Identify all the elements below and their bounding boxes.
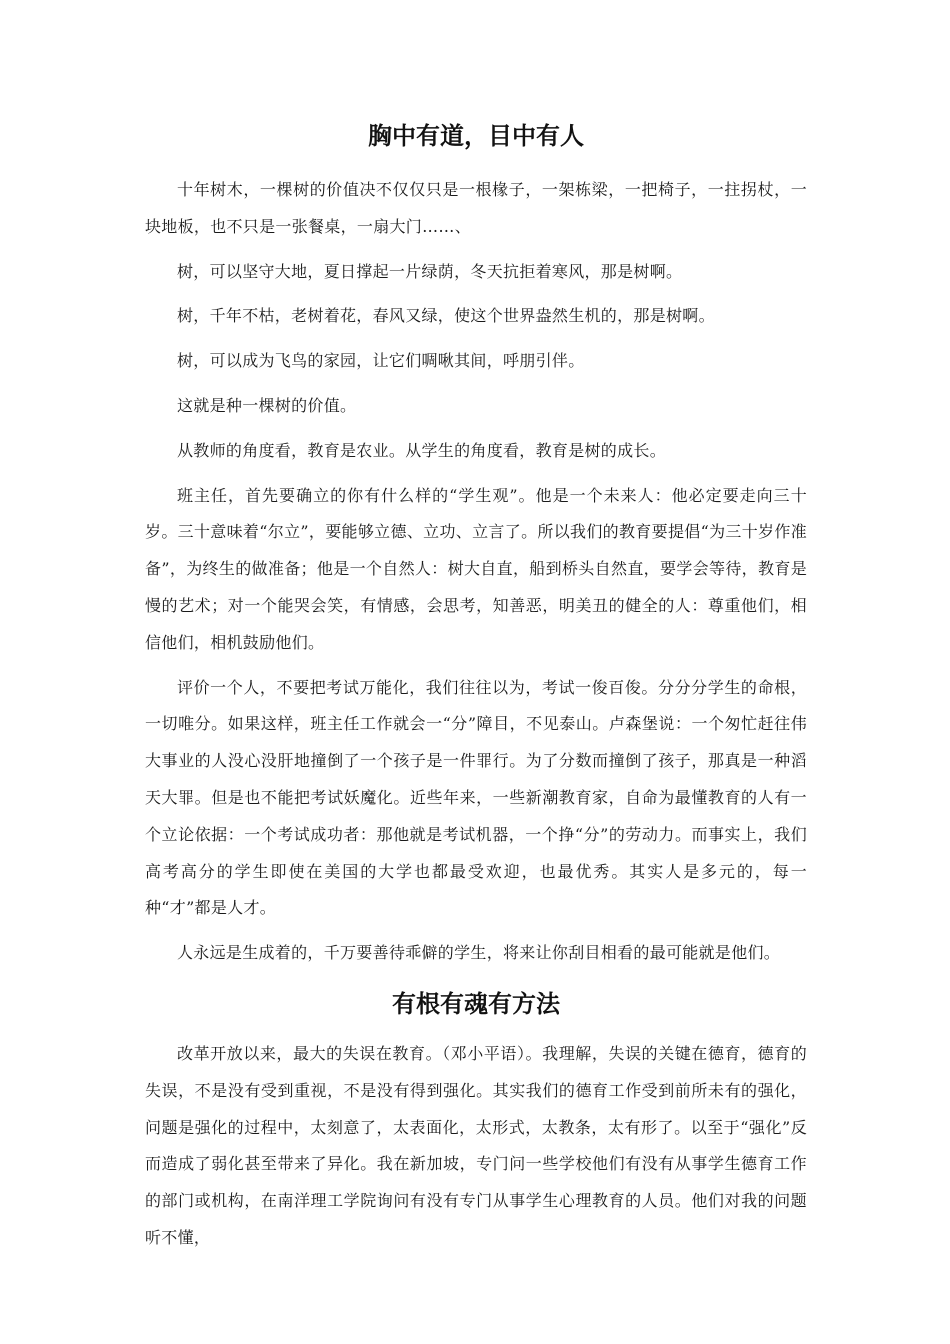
section-title: 有根有魂有方法 <box>392 989 560 1018</box>
section-title: 胸中有道，目中有人 <box>368 122 584 150</box>
paragraph: 十年树木，一棵树的价值决不仅仅只是一根椽子，一架栋梁，一把椅子，一拄拐杖，一块地板，也不只是一张餐桌，一扇大门……、 <box>145 180 807 236</box>
paragraph: 人永远是生成着的，千万要善待乖僻的学生，将来让你刮目相看的最可能就是他们。 <box>177 943 781 963</box>
paragraph: 树，可以成为飞鸟的家园，让它们啁啾其间，呼朋引伴。 <box>177 351 585 371</box>
document-page <box>145 118 807 1265</box>
paragraph: 评价一个人，不要把考试万能化，我们往往以为，考试一俊百俊。分分分学生的命根，一切唯分。如果这样，班主任工作就会一“分”障目，不见泰山。卢森堡说：一个匆忙赶往伟大事业的人没心没肝地撞倒了一个孩子是一件罪行。为了分数而撞倒了孩子，那真是一种滔天大罪。但是也不能把考试妖魔化。近些年来，一些新潮教育家，自命为最懂教育的人有一个立论依据：一个考试成功者：那他就是考试机器，一个挣“分”的劳动力。而事实上，我们高考高分的学生即使在美国的大学也都最受欢迎，也最优秀。其实人是多元的，每一种“才”都是人才。 <box>145 677 807 918</box>
paragraph: 班主任，首先要确立的你有什么样的“学生观”。他是一个未来人：他必定要走向三十岁。三十意味着“尔立”，要能够立德、立功、立言了。所以我们的教育要提倡“为三十岁作准备”，为终生的做准备；他是一个自然人：树大自直，船到桥头自然直，要学会等待，教育是慢的艺术；对一个能哭会笑，有情感，会思考，知善恶，明美丑的健全的人：尊重他们，相信他们，相机鼓励他们。 <box>145 485 807 652</box>
paragraph: 改革开放以来，最大的失误在教育。（邓小平语）。我理解，失误的关键在德育，德育的失误，不是没有受到重视，不是没有得到强化。其实我们的德育工作受到前所未有的强化，问题是强化的过程中，太刻意了，太表面化，太形式，太教条，太有形了。以至于“强化”反而造成了弱化甚至带来了异化。我在新加坡，专门问一些学校他们有没有从事学生德育工作的部门或机构，在南洋理工学院询问有没有专门从事学生心理教育的人员。他们对我的问题听不懂， <box>145 1043 807 1247</box>
paragraph: 树，千年不枯，老树着花，春风又绿，使这个世界盎然生机的，那是树啊。 <box>177 306 715 326</box>
paragraph: 从教师的角度看，教育是农业。从学生的角度看，教育是树的成长。 <box>177 440 667 460</box>
paragraph: 树，可以坚守大地，夏日撑起一片绿荫，冬天抗拒着寒风，那是树啊。 <box>177 261 683 281</box>
paragraph: 这就是种一棵树的价值。 <box>177 395 357 415</box>
